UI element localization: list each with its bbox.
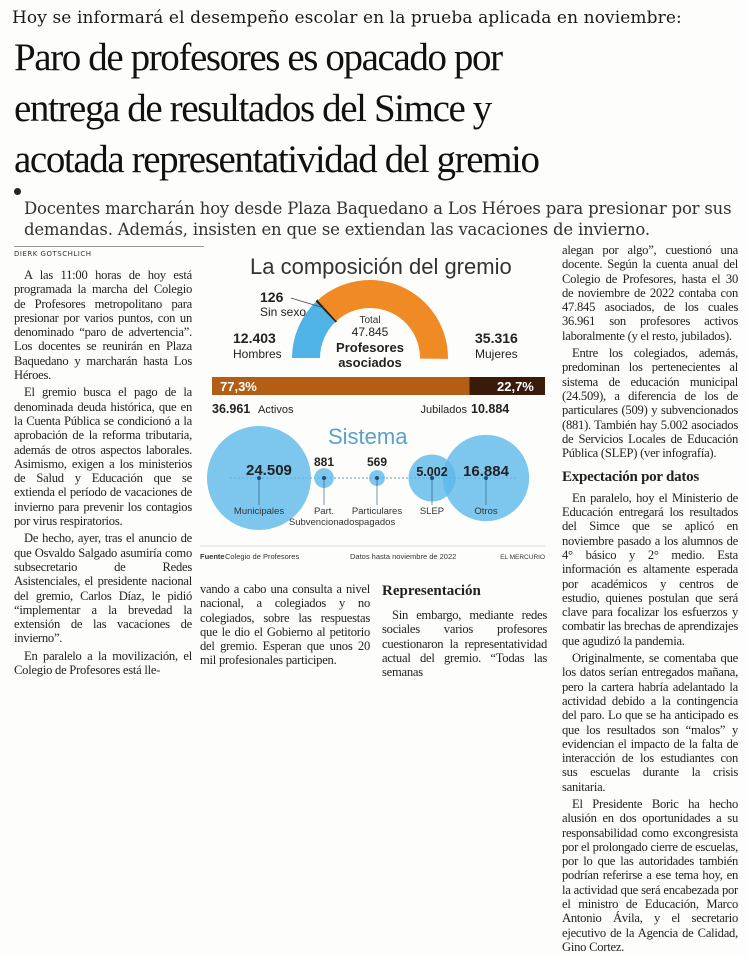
kicker: Hoy se informará el desempeño escolar en la prueba aplicada en noviembre: [12, 8, 682, 28]
activos-label: Activos [258, 404, 294, 416]
total-caption: Profesores [336, 340, 404, 355]
activos-pct: 77,3% [220, 379, 257, 394]
infographic-svg [200, 250, 545, 568]
hombres-value: 12.403 [233, 330, 276, 346]
section-heading: Representación [382, 583, 481, 599]
otros-value: 16.884 [463, 463, 509, 480]
paragraph: En paralelo, hoy el Ministerio de Educación entregará los resultados del Simce que se aplicó en noviembre pasado a los alumnos de 4° básico y 2° medio. Esta información es altamente esperada por académicos y centros de estudio, quienes postulan que será clave para focalizar los esfuerzos y combatir las brechas de aprendizajes que agudizó la pandemia. [562, 490, 738, 648]
total-value: 47.845 [351, 325, 389, 339]
total-caption: asociados [338, 355, 402, 370]
municipales-label: Municipales [233, 506, 285, 517]
deck-line: Docentes marcharán hoy desde Plaza Baquedano a Los Héroes para presionar por sus [24, 199, 732, 218]
subvencionados-label: Subvencionados [288, 517, 360, 528]
chart-title: La composición del gremio [250, 254, 512, 279]
source: Colegio de Profesores [225, 552, 300, 561]
sinsexo-label: Sin sexo [260, 305, 307, 319]
headline [14, 32, 739, 185]
mujeres-label: Mujeres [475, 347, 518, 361]
paragraph: El gremio busca el pago de la denominada deuda histórica, que en la Cuenta Pública se condicionó a la aprobación de la reforma tributaria, además de otros aspectos laborales. Asimismo, exigen a los ministerios de Salud y Educación que se extienda el período de vacaciones de invierno para prevenir los contagios por virus respiratorios. [14, 385, 192, 529]
paragraph: Entre los colegiados, además, predominan los pertenecientes al sistema de educación municipal (24.509), a diferencia de los de particulares (509) y subvencionados (881). También hay 5.002 asociados de Servicios Locales de Educación Pública (SLEP) (ver infografía). [562, 346, 738, 461]
paragraph: El Presidente Boric ha hecho alusión en dos oportunidades a su responsabilidad como excongresista por el prolongado cierre de escuelas, por lo que las autoridades también podrían referirse a ese tema hoy, en la actividad que será encabezada por el ministro de Educación, Marco Antonio Ávila, y el secretario ejecutivo de la Agencia de Calidad, Gino Cortez. [562, 796, 738, 954]
byline: DIERK GOTSCHLICH [14, 246, 204, 258]
infographic [200, 250, 545, 568]
jubilados-label: Jubilados [420, 404, 467, 416]
headline-line: acotada representatividad del gremio [14, 138, 539, 181]
column-3 [382, 583, 547, 682]
deck [24, 198, 740, 240]
column-4 [562, 243, 738, 957]
sistema-title: Sistema [328, 424, 408, 449]
column-3-body [382, 608, 547, 679]
subvencionados-label: Part. [313, 506, 335, 517]
slep-value: 5.002 [416, 465, 448, 479]
deck-bullet [14, 188, 21, 195]
headline-line: Paro de profesores es opacado por [14, 36, 502, 79]
municipales-value: 24.509 [246, 462, 292, 479]
paragraph: Sin embargo, mediante redes sociales varios profesores cuestionaron la representatividad actual del gremio. “Todas las semanas [382, 608, 547, 680]
paragraph: alegan por algo”, cuestionó una docente. Según la cuenta anual del Colegio de Profesores, hasta el 30 de noviembre de 2022 contaba con 47.845 asociados, de los cuales 36.961 son profesores activos laboralmente (y el resto, jubilados). [562, 243, 738, 343]
otros-label: Otros [474, 506, 498, 517]
column-2 [200, 582, 370, 671]
paragraph: vando a cabo una consulta a nivel nacional, a colegiados y no colegiados, sobre las respuestas que le dio el Gobierno al petitorio del gremio. Esperan que unos 20 mil profesionales participen. [200, 582, 370, 668]
mujeres-value: 35.316 [475, 330, 518, 346]
credit: EL MERCURIO [500, 554, 545, 561]
hombres-label: Hombres [233, 347, 282, 361]
deck-line: demandas. Además, insisten en que se extiendan las vacaciones de invierno. [24, 220, 650, 239]
total-label: Total [359, 315, 381, 326]
jubilados-value: 10.884 [471, 402, 510, 416]
paragraph: A las 11:00 horas de hoy está programada la marcha del Colegio de Profesores metropolitano para presionar por varios puntos, con un denominado “paro de advertencia”. Los docentes se reunirán en Plaza Baquedano y marcharán hasta Los Héroes. [14, 268, 192, 383]
paragraph: Originalmente, se comentaba que los datos serían entregados mañana, pero la cartera habría adelantado la actividad debido a la contingencia del paro. Lo que se ha anticipado es que los resultados son “malos” y evidencian el impacto de la falta de interacción de los estudiantes con sus escuelas durante la crisis sanitaria. [562, 651, 738, 794]
sinsexo-value: 126 [260, 289, 284, 305]
slep-label: SLEP [419, 506, 445, 517]
particulares-value: 569 [366, 455, 388, 469]
paragraph: De hecho, ayer, tras el anuncio de que Osvaldo Salgado asumiría como subsecretario de Redes Asistenciales, el presidente nacional del gremio, Carlos Díaz, le pidió “implementar a la brevedad la extensión de las vacaciones de invierno”. [14, 531, 192, 646]
activos-value: 36.961 [212, 402, 251, 416]
headline-line: entrega de resultados del Simce y [14, 87, 491, 130]
particulares-label: Particulares [351, 506, 403, 517]
data-note: Datos hasta noviembre de 2022 [350, 552, 457, 561]
activity-bar [212, 377, 545, 395]
subvencionados-value: 881 [313, 455, 335, 469]
section-heading: Expectación por datos [562, 469, 699, 486]
source-label: Fuente [200, 552, 225, 561]
paragraph: En paralelo a la movilización, el Colegio de Profesores está lle- [14, 648, 192, 678]
jubilados-pct: 22,7% [497, 379, 534, 394]
particulares-label: pagados [358, 517, 396, 528]
column-1 [14, 268, 192, 680]
